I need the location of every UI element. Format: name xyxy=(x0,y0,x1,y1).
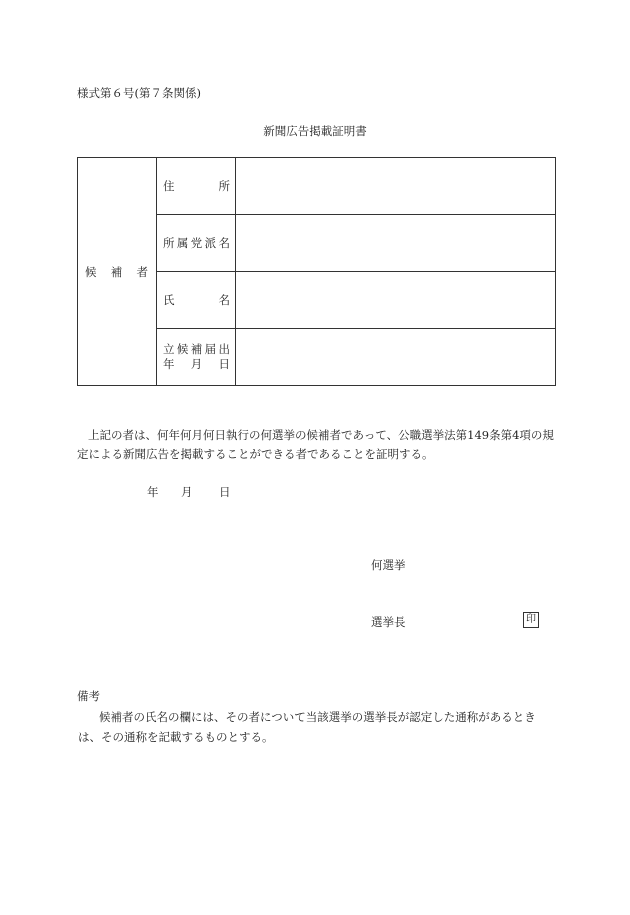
name-value-cell[interactable] xyxy=(236,272,556,329)
form-number: 様式第６号(第７条関係) xyxy=(77,86,201,100)
document-title: 新聞広告掲載証明書 xyxy=(263,124,367,138)
party-label: 所 属 党 派 名 xyxy=(163,236,230,250)
filing-date-label: 立 候 補 届 出 年 月 日 xyxy=(163,342,230,371)
seal-icon: 印 xyxy=(523,612,539,628)
table-row-address xyxy=(78,158,556,215)
election-name: 何選挙 xyxy=(371,558,406,572)
address-label: 住 所 xyxy=(163,179,230,193)
date-year[interactable]: 年 xyxy=(147,485,159,499)
date-line xyxy=(147,484,231,500)
certificate-table xyxy=(77,157,556,386)
name-label: 氏 名 xyxy=(163,293,230,307)
date-month[interactable]: 月 xyxy=(181,485,193,499)
certification-statement: 上記の者は、何年何月何日執行の何選挙の候補者であって、公職選挙法第149条第4項の規定による新聞広告を掲載することができる者であることを証明する。 xyxy=(77,428,554,461)
date-day[interactable]: 日 xyxy=(219,485,231,499)
address-value-cell[interactable] xyxy=(236,158,556,215)
name-label-cell xyxy=(157,272,236,329)
party-label-cell xyxy=(157,215,236,272)
filing-date-label-cell xyxy=(157,329,236,386)
candidate-label: 候 補 者 xyxy=(85,264,148,279)
election-commissioner-label: 選挙長 xyxy=(371,615,406,629)
party-value-cell[interactable] xyxy=(236,215,556,272)
candidate-header-cell xyxy=(78,158,157,386)
remarks-text: 候補者の氏名の欄には、その者について当該選挙の選挙長が認定した通称があるときは、その通称を記載するものとする。 xyxy=(78,710,536,744)
address-label-cell xyxy=(157,158,236,215)
remarks-heading: 備考 xyxy=(77,689,100,703)
filing-date-value-cell[interactable] xyxy=(236,329,556,386)
